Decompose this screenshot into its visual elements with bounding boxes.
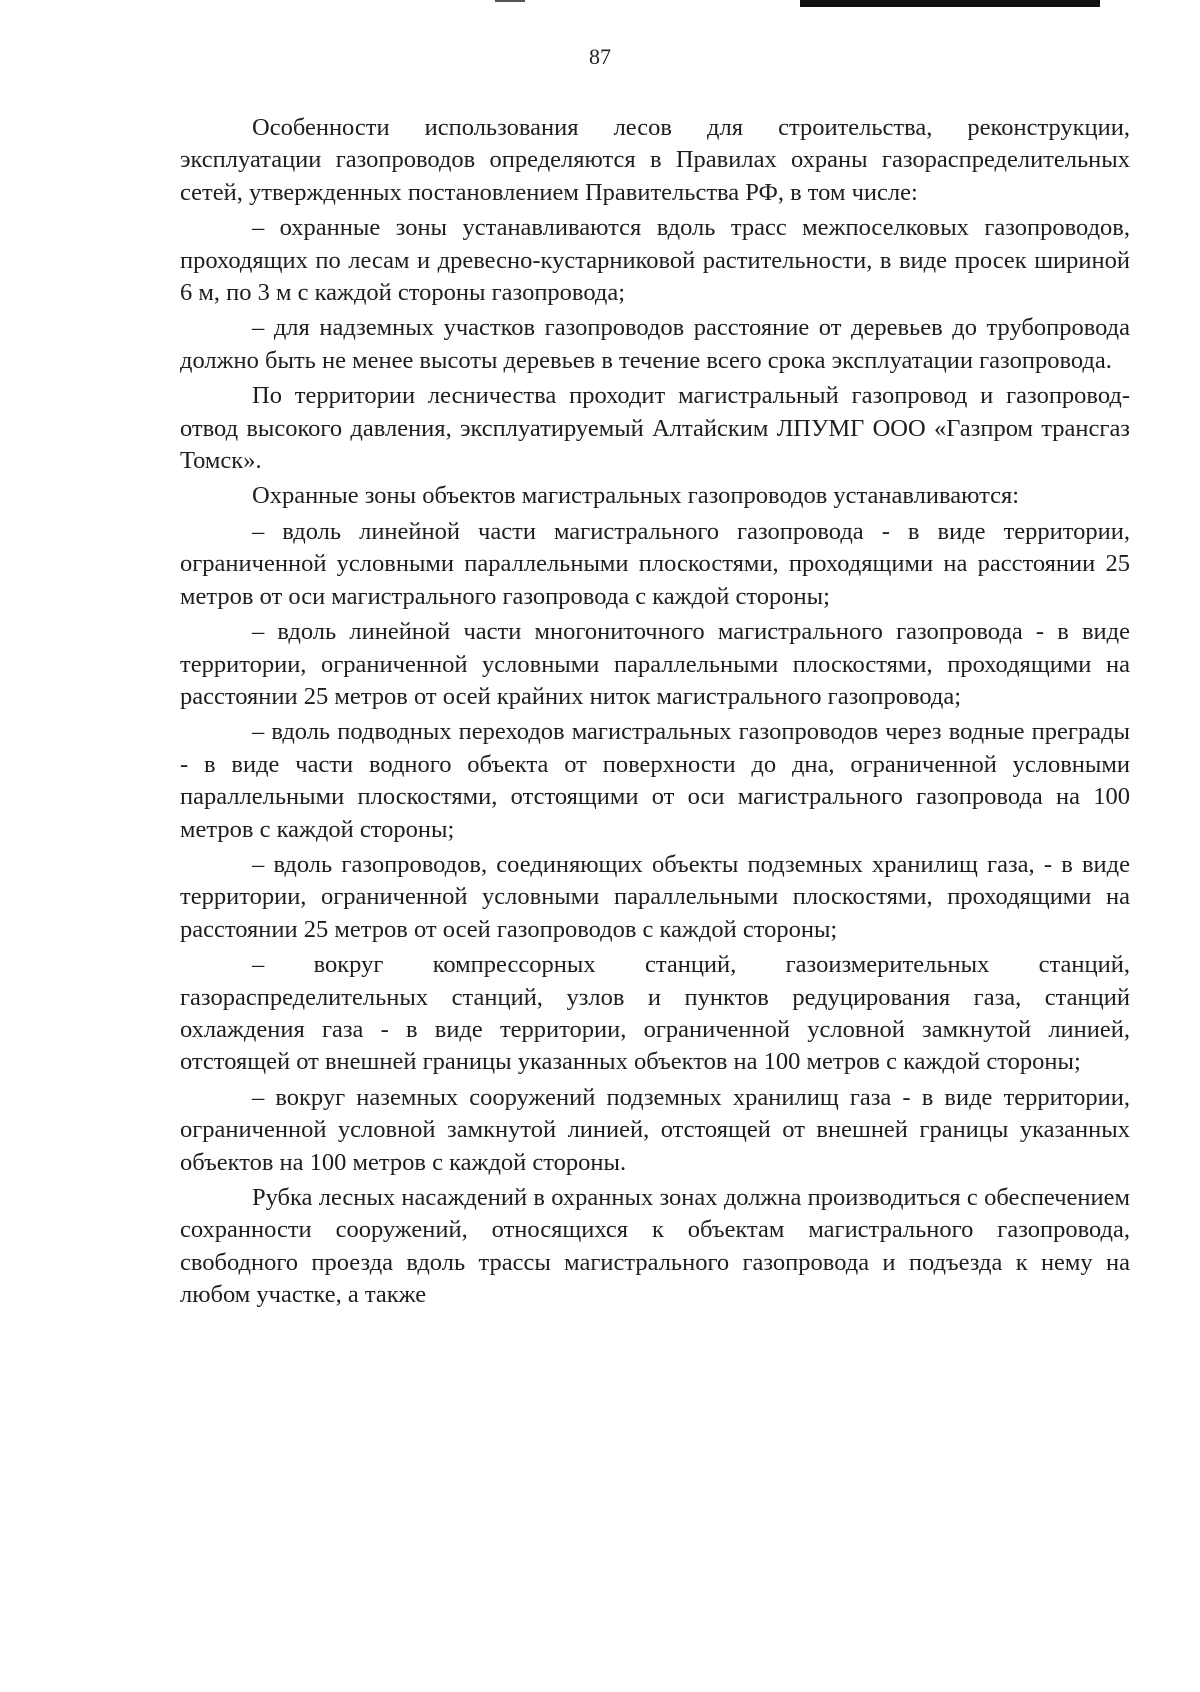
paragraph: – охранные зоны устанавливаются вдоль трасс межпоселковых газопроводов, проходящих по лесам и древесно-кустарниковой растительности, в виде просек шириной 6 м, по 3 м с каждой стороны газопровода; <box>180 214 1130 307</box>
scan-artifact-right <box>800 0 1100 7</box>
paragraph: Рубка лесных насаждений в охранных зонах должна производиться с обеспечением сохранности сооружений, относящихся к объектам магистрального газопровода, свободного проезда вдоль трассы магистрального газопровода и подъезда к нему на любом участке, а также <box>180 1184 1130 1309</box>
paragraph: – вдоль газопроводов, соединяющих объекты подземных хранилищ газа, - в виде территории, ограниченной условными параллельными плоскостями, проходящими на расстоянии 25 метров от осей газопроводов с каждой стороны; <box>180 850 1130 943</box>
paragraph: – вдоль линейной части многониточного магистрального газопровода - в виде территории, ограниченной условными параллельными плоскостями, проходящими на расстоянии 25 метров от осей крайних ниток магистрального газопровода; <box>180 618 1130 710</box>
paragraph: – вокруг наземных сооружений подземных хранилищ газа - в виде территории, ограниченной условной замкнутой линией, отстоящей от внешней границы указанных объектов на 100 метров с каждой стороны. <box>180 1083 1130 1176</box>
paragraph: – вокруг компрессорных станций, газоизмерительных станций, газораспределительных станций, узлов и пунктов редуцирования газа, станций охлаждения газа - в виде территории, ограниченной условной замкнутой линией, отстоящей от внешней границы указанных объектов на 100 метров с каждой стороны; <box>180 951 1130 1076</box>
paragraph: – вдоль линейной части магистрального газопровода - в виде территории, ограниченной условными параллельными плоскостями, проходящими на расстоянии 25 метров от оси магистрального газопровода с каждой стороны; <box>180 517 1130 610</box>
paragraph: Охранные зоны объектов магистральных газопроводов устанавливаются: <box>252 482 1020 510</box>
paragraph: – вдоль подводных переходов магистральных газопроводов через водные преграды - в виде части водного объекта от поверхности до дна, ограниченной условными параллельными плоскостями, отстоящими от оси магистрального газопровода на 100 метров с каждой стороны; <box>180 718 1130 843</box>
paragraph: – для надземных участков газопроводов расстояние от деревьев до трубопровода должно быть не менее высоты деревьев в течение всего срока эксплуатации газопровода. <box>180 314 1130 374</box>
paragraph: Особенности использования лесов для строительства, реконструкции, эксплуатации газопроводов определяются в Правилах охраны газораспределительных сетей, утвержденных постановлением Правительства РФ, в том числе: <box>180 114 1130 206</box>
paragraph: По территории лесничества проходит магистральный газопровод и газопровод-отвод высокого давления, эксплуатируемый Алтайским ЛПУМГ ООО «Газпром трансгаз Томск». <box>180 382 1130 475</box>
page-number: 87 <box>589 44 611 69</box>
scan-artifact-left <box>495 0 525 2</box>
document-body <box>180 112 1130 1312</box>
